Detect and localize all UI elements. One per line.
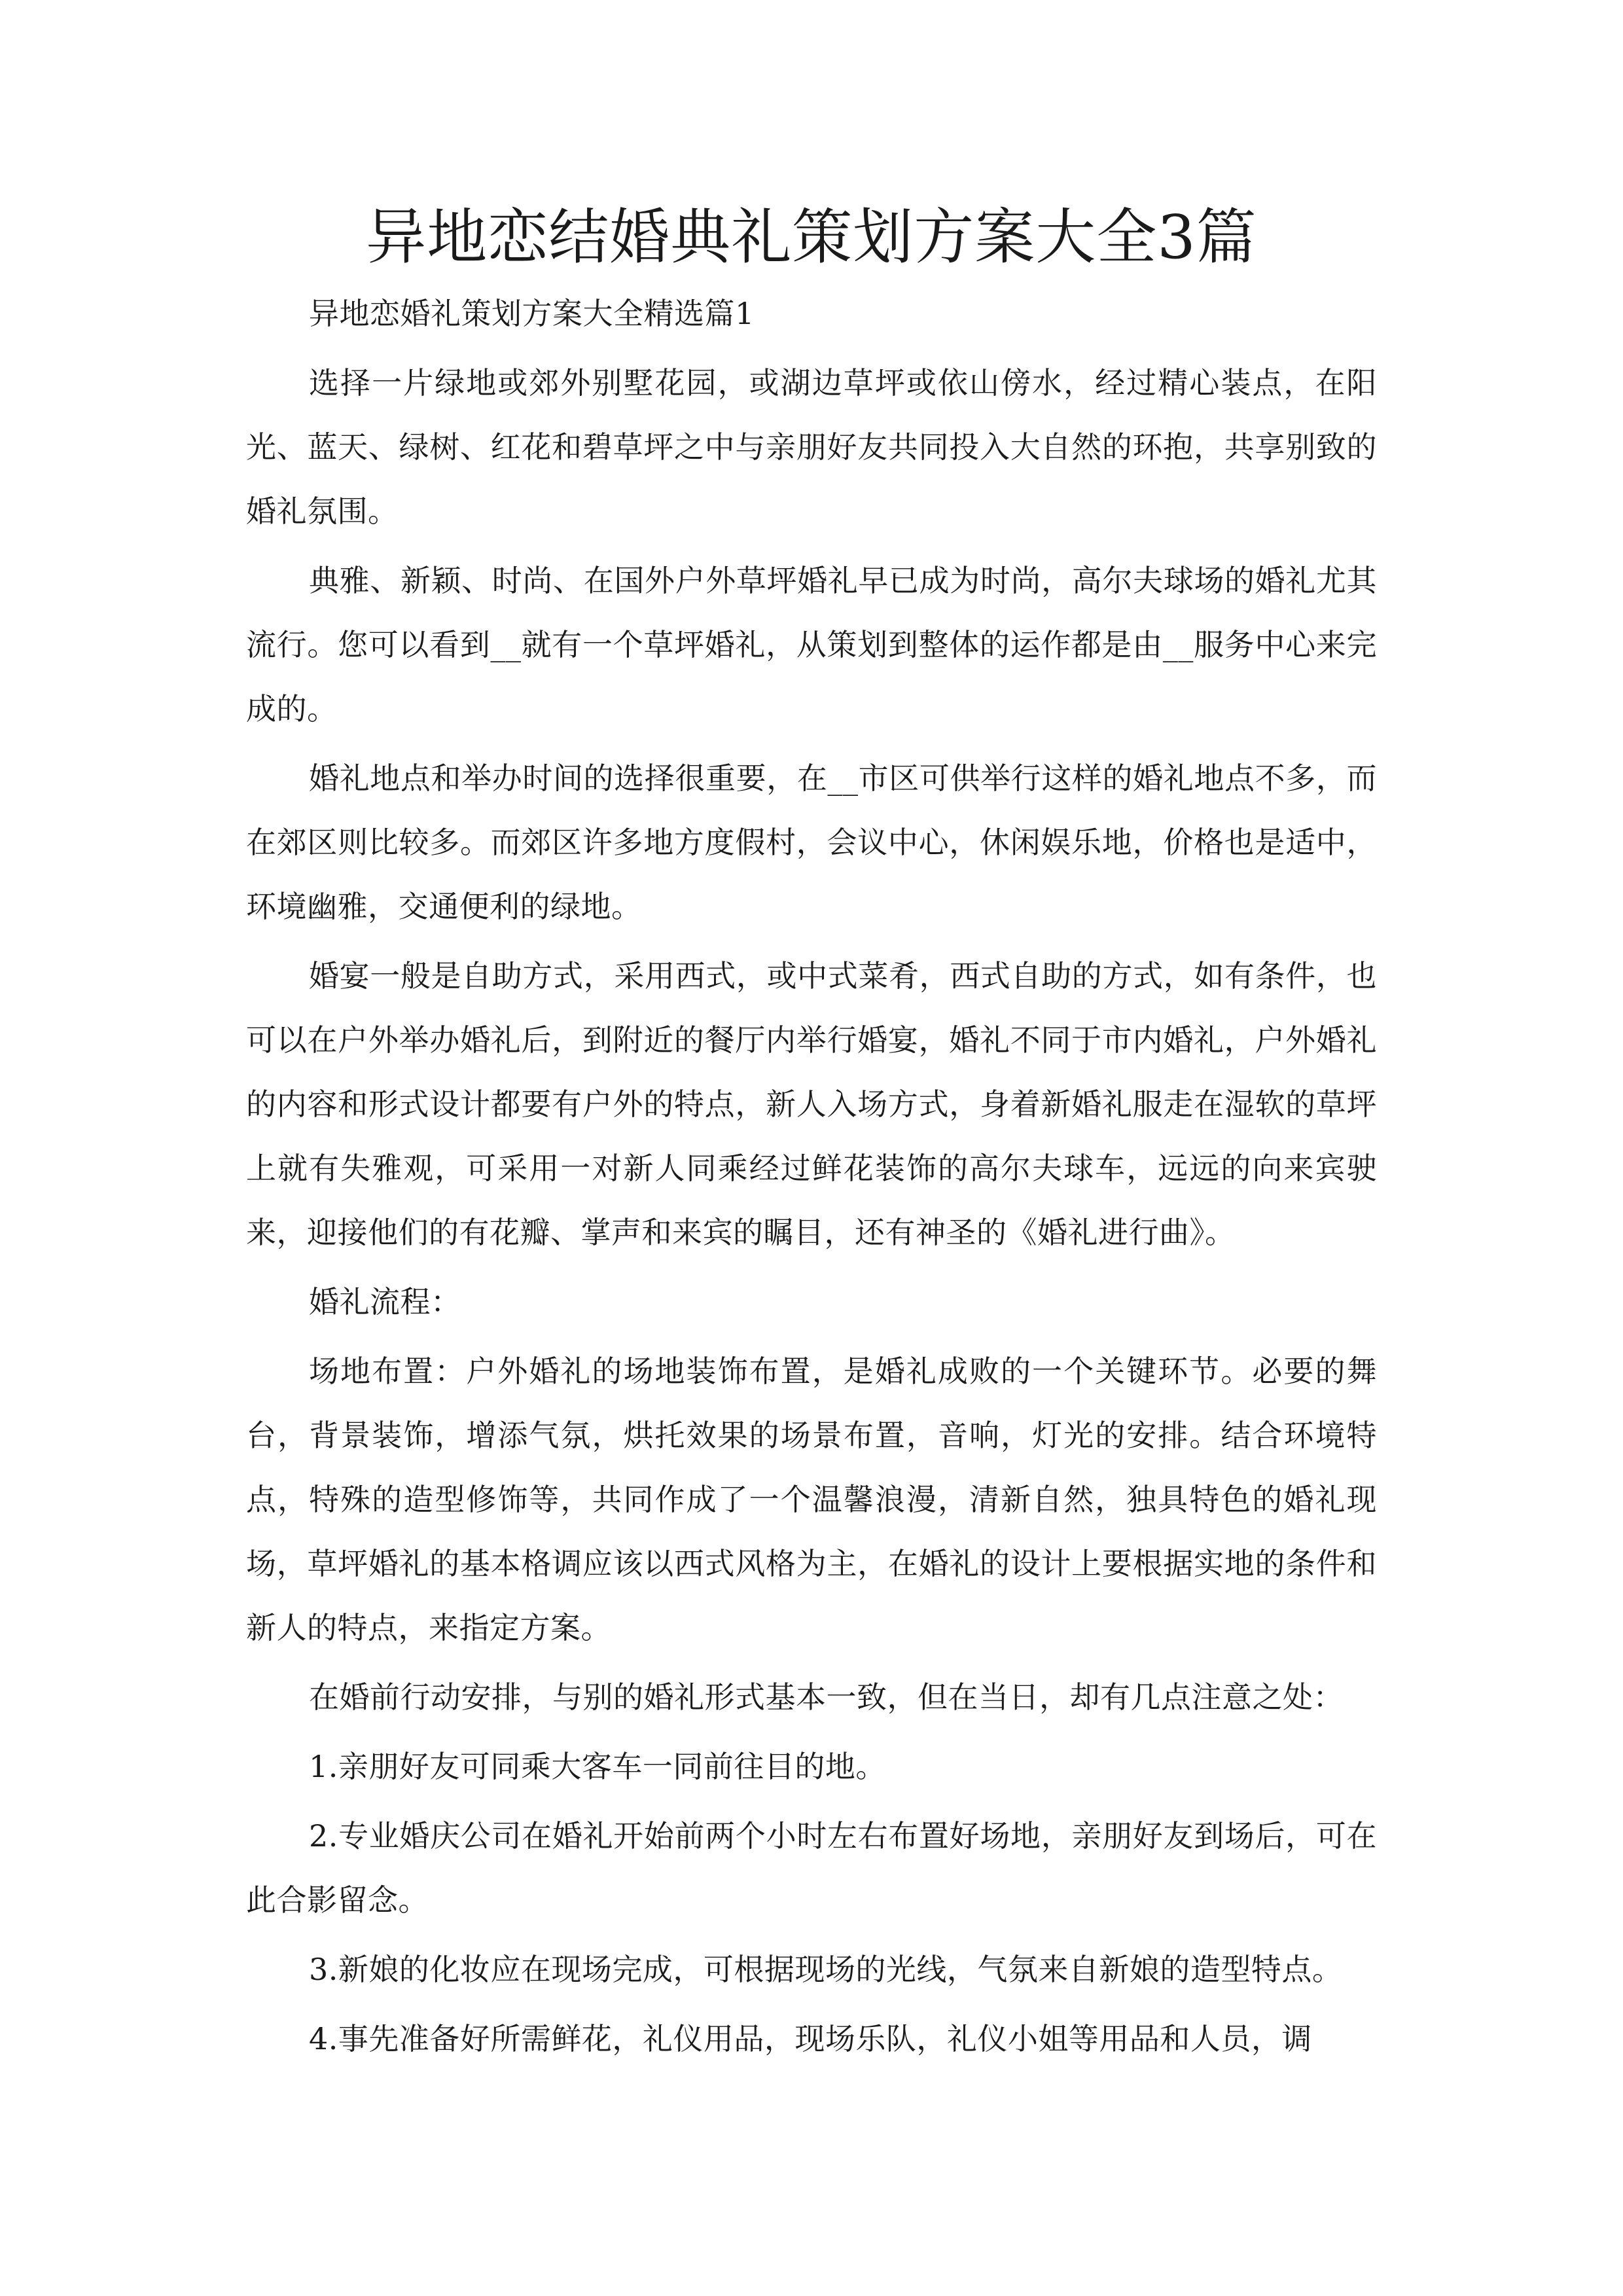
list-item: 1.亲朋好友可同乘大客车一同前往目的地。 <box>309 1749 886 1784</box>
document-body <box>246 281 1377 2076</box>
list-item: 3.新娘的化妆应在现场完成，可根据现场的光线，气氛来自新娘的造型特点。 <box>309 1952 1343 1987</box>
paragraph: 选择一片绿地或郊外别墅花园，或湖边草坪或依山傍水，经过精心装点，在阳光、蓝天、绿树、红花和碧草坪之中与亲朋好友共同投入大自然的环抱，共享别致的婚礼氛围。 <box>246 365 1377 529</box>
subheading: 婚礼流程： <box>309 1284 461 1319</box>
document-title: 异地恋结婚典礼策划方案大全3篇 <box>366 202 1257 272</box>
list-item: 2.专业婚庆公司在婚礼开始前两个小时左右布置好场地，亲朋好友到场后，可在此合影留念。 <box>246 1818 1377 1918</box>
section-heading: 异地恋婚礼策划方案大全精选篇1 <box>309 296 755 331</box>
paragraph: 婚礼地点和举办时间的选择很重要，在__市区可供举行这样的婚礼地点不多，而在郊区则比较多。而郊区许多地方度假村，会议中心，休闲娱乐地，价格也是适中，环境幽雅，交通便利的绿地。 <box>246 761 1377 924</box>
paragraph: 场地布置：户外婚礼的场地装饰布置，是婚礼成败的一个关键环节。必要的舞台，背景装饰，增添气氛，烘托效果的场景布置，音响，灯光的安排。结合环境特点，特殊的造型修饰等，共同作成了一个温馨浪漫，清新自然，独具特色的婚礼现场，草坪婚礼的基本格调应该以西式风格为主，在婚礼的设计上要根据实地的条件和新人的特点，来指定方案。 <box>246 1354 1377 1645</box>
paragraph: 在婚前行动安排，与别的婚礼形式基本一致，但在当日，却有几点注意之处： <box>309 1679 1344 1715</box>
list-item: 4.事先准备好所需鲜花，礼仪用品，现场乐队，礼仪小姐等用品和人员，调 <box>309 2021 1312 2056</box>
paragraph: 典雅、新颖、时尚、在国外户外草坪婚礼早已成为时尚，高尔夫球场的婚礼尤其流行。您可以看到__就有一个草坪婚礼，从策划到整体的运作都是由__服务中心来完成的。 <box>246 563 1377 726</box>
paragraph: 婚宴一般是自助方式，采用西式，或中式菜肴，西式自助的方式，如有条件，也可以在户外举办婚礼后，到附近的餐厅内举行婚宴，婚礼不同于市内婚礼，户外婚礼的内容和形式设计都要有户外的特点，新人入场方式，身着新婚礼服走在湿软的草坪上就有失雅观，可采用一对新人同乘经过鲜花装饰的高尔夫球车，远远的向来宾驶来，迎接他们的有花瓣、掌声和来宾的瞩目，还有神圣的《婚礼进行曲》。 <box>246 958 1377 1250</box>
